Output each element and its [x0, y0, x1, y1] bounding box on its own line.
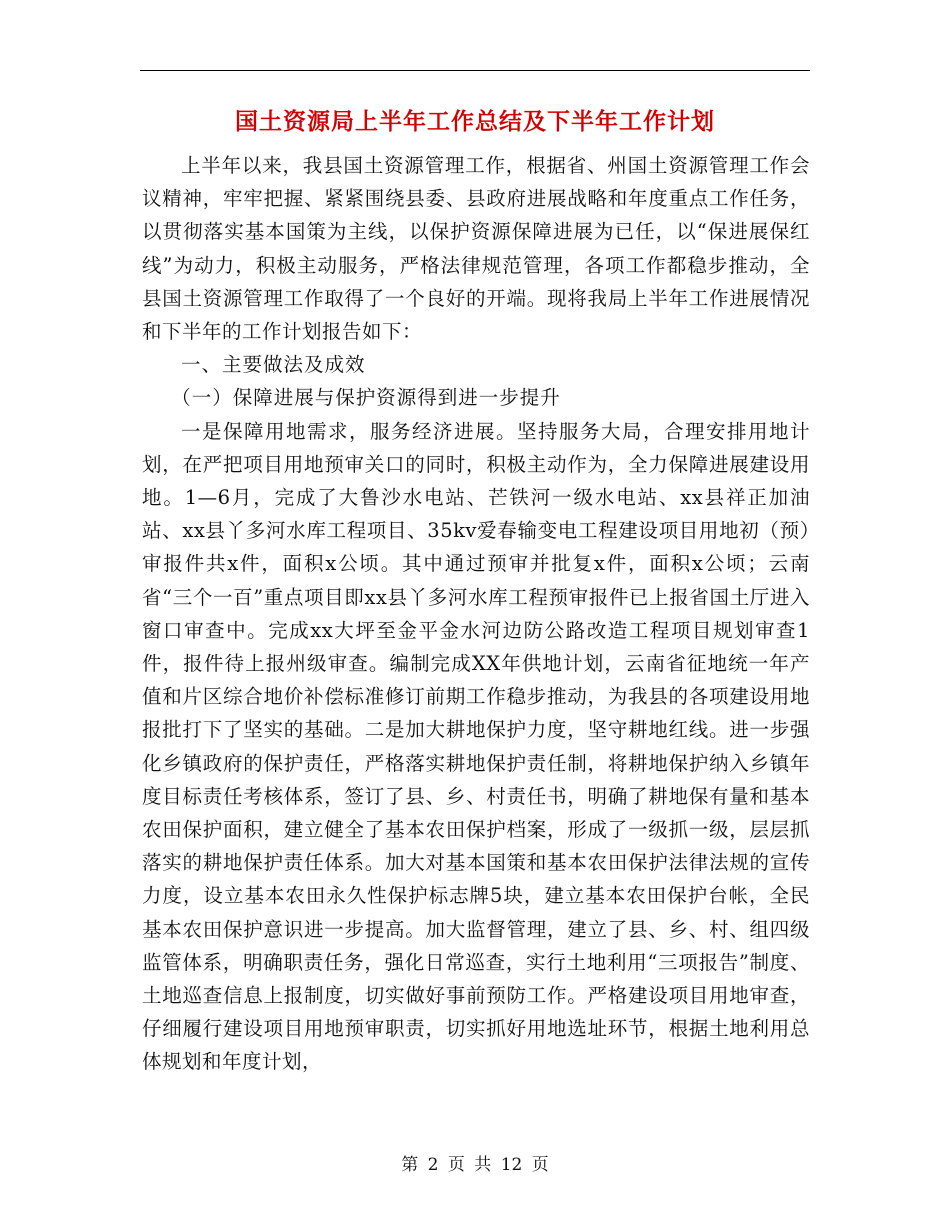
header-rule — [140, 70, 810, 71]
body-paragraph: 一是保障用地需求，服务经济进展。坚持服务大局，合理安排用地计划，在严把项目用地预审关口的同时，积极主动作为，全力保障进展建设用地。1—6月，完成了大鲁沙水电站、芒铁河一级水电站、xx县祥正加油站、xx县丫多河水库工程项目、35kv爱春输变电工程建设项目用地初（预）审报件共x件，面积x公顷。其中通过预审并批复x件，面积x公顷；云南省“三个一百”重点项目即xx县丫多河水库工程预审报件已上报省国土厅进入窗口审查中。完成xx大坪至金平金水河边防公路改造工程项目规划审查1件，报件待上报州级审查。编制完成XX年供地计划，云南省征地统一年产值和片区综合地价补偿标准修订前期工作稳步推动，为我县的各项建设用地报批打下了坚实的基础。二是加大耕地保护力度，坚守耕地红线。进一步强化乡镇政府的保护责任，严格落实耕地保护责任制，将耕地保护纳入乡镇年度目标责任考核体系，签订了县、乡、村责任书，明确了耕地保有量和基本农田保护面积，建立健全了基本农田保护档案，形成了一级抓一级，层层抓落实的耕地保护责任体系。加大对基本国策和基本农田保护法律法规的宣传力度，设立基本农田永久性保护标志牌5块，建立基本农田保护台帐，全民基本农田保护意识进一步提高。加大监督管理，建立了县、乡、村、组四级监管体系，明确职责任务，强化日常巡查，实行土地利用“三项报告”制度、土地巡查信息上报制度，切实做好事前预防工作。严格建设项目用地审查，仔细履行建设项目用地预审职责，切实抓好用地选址环节，根据土地利用总体规划和年度计划， — [142, 419, 810, 1074]
document-title: 国土资源局上半年工作总结及下半年工作计划 — [235, 109, 715, 135]
section-heading: 一、主要做法及成效 — [181, 353, 366, 377]
document-body — [142, 149, 810, 1079]
intro-paragraph: 上半年以来，我县国土资源管理工作，根据省、州国土资源管理工作会议精神，牢牢把握、紧紧围绕县委、县政府进展战略和年度重点工作任务，以贯彻落实基本国策为主线，以保护资源保障进展为已任，以“保进展保红线”为动力，积极主动服务，严格法律规范管理，各项工作都稳步推动，全县国土资源管理工作取得了一个良好的开端。现将我局上半年工作进展情况和下半年的工作计划报告如下： — [142, 154, 810, 344]
subsection-heading: （一）保障进展与保护资源得到进一步提升 — [171, 386, 561, 410]
page-footer: 第 2 页 共 12 页 — [401, 1155, 549, 1175]
